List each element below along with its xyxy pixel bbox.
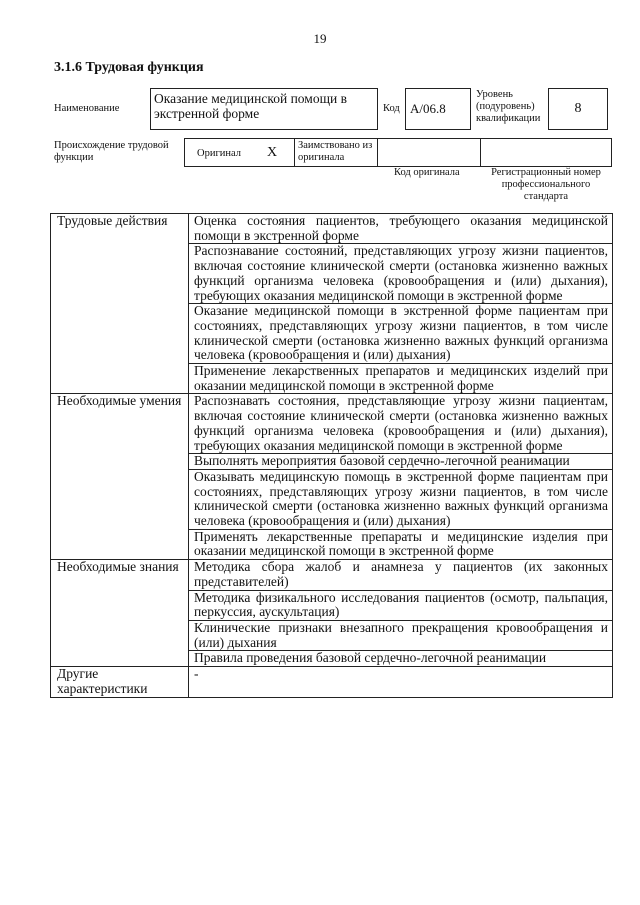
section-label: Необходимые умения [51, 394, 189, 560]
section-item: Распознавание состояний, представляющих угрозу жизни пациентов, включая состояние клинической смерти (остановка жизненно важных функций организма человека (кровообращения и (или) дыхания), требующих оказания медицинской помощи в экстренной форме [189, 244, 613, 304]
section-item: Оказывать медицинскую помощь в экстренной форме пациентам при состояниях, представляющих угрозу жизни пациентов, в том числе клинической смерти (остановка жизненно важных функций организма человека (кровообращения и (или) дыхания) [189, 469, 613, 529]
name-label: Наименование [54, 103, 120, 114]
table-row [51, 394, 613, 454]
function-table-body [51, 214, 613, 698]
origin-divider [377, 139, 378, 166]
table-row [51, 560, 613, 590]
name-value: Оказание медицинской помощи в экстренной форме [154, 91, 347, 121]
code-value: А/06.8 [410, 101, 446, 116]
section-item: Распознавать состояния, представляющие угрозу жизни пациентам, включая состояние клинической смерти (остановка жизненно важных функций организма человека (кровообращения и (или) дыхания), требующих оказания медицинской помощи в экстренной форме [189, 394, 613, 454]
name-value-box [150, 88, 378, 130]
level-value: 8 [574, 101, 582, 116]
origin-table [184, 138, 612, 167]
section-item: Оценка состояния пациентов, требующего оказания медицинской помощи в экстренной форме [189, 214, 613, 244]
code-value-box [405, 88, 471, 130]
original-mark: X [267, 145, 278, 160]
reg-number-caption: Регистрационный номер профессионального стандарта [491, 167, 601, 202]
section-item: Методика физикального исследования пациентов (осмотр, пальпация, перкуссия, аускультация) [189, 590, 613, 620]
function-table [50, 213, 613, 698]
code-label: Код [383, 103, 400, 114]
level-label: Уровень (подуровень) квалификации [476, 89, 541, 124]
page-number: 19 [313, 31, 327, 46]
table-row [51, 214, 613, 244]
original-label: Оригинал [197, 148, 241, 159]
section-item: Правила проведения базовой сердечно-легочной реанимации [189, 651, 613, 667]
section-label: Необходимые знания [51, 560, 189, 667]
origin-divider [480, 139, 481, 166]
section-item: Применение лекарственных препаратов и медицинских изделий при оказании медицинской помощи в экстренной форме [189, 364, 613, 394]
table-row [51, 667, 613, 697]
origin-divider [294, 139, 295, 166]
borrowed-label: Заимствовано из оригинала [298, 140, 373, 163]
section-item: Оказание медицинской помощи в экстренной форме пациентам при состояниях, представляющих угрозу жизни пациентов, в том числе клинической смерти (остановка жизненно важных функций организма человека (кровообращения и (или) дыхания) [189, 304, 613, 364]
origin-label: Происхождение трудовой функции [54, 140, 169, 163]
section-item: - [189, 667, 613, 697]
code-original-caption: Код оригинала [394, 167, 460, 178]
section-label: Другие характеристики [51, 667, 189, 697]
section-item: Выполнять мероприятия базовой сердечно-легочной реанимации [189, 454, 613, 470]
section-item: Методика сбора жалоб и анамнеза у пациентов (их законных представителей) [189, 560, 613, 590]
section-item: Применять лекарственные препараты и медицинские изделия при оказании медицинской помощи в экстренной форме [189, 529, 613, 559]
level-value-box [548, 88, 608, 130]
section-item: Клинические признаки внезапного прекращения кровообращения и (или) дыхания [189, 620, 613, 650]
section-label: Трудовые действия [51, 214, 189, 394]
section-heading: 3.1.6 Трудовая функция [54, 60, 204, 75]
